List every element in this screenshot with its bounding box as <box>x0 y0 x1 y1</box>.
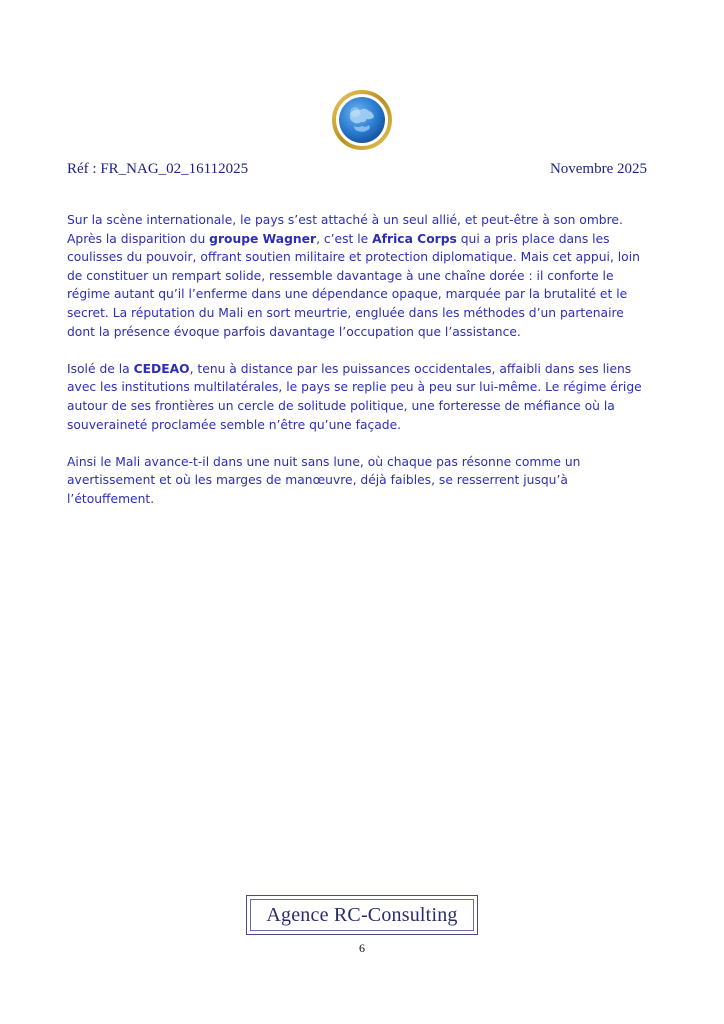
footer-brand-box <box>246 895 478 935</box>
paragraph-text: , tenu à distance par les puissances occidentales, affaibli dans ses liens avec les institutions multilatérales, le pays se replie peu à peu sur lui-même. Le régime érige autour de ses frontières un cercle de solitude politique, une forteresse de méfiance où la souveraineté proclamée semble n’être qu’une façade. <box>67 361 642 432</box>
paragraph-text: , c’est le <box>316 231 373 246</box>
highlight-cedeao: CEDEAO <box>133 361 190 376</box>
paragraph-text: Ainsi le Mali avance-t-il dans une nuit sans lune, où chaque pas résonne comme un avertissement et où les marges de manœuvre, déjà faibles, se resserrent jusqu’à l’étouffement. <box>67 454 581 506</box>
paragraph-text: Sur la scène internationale, le pays s’est attaché à un seul allié, et peut-être à son ombre. Après la disparition du <box>67 213 623 246</box>
globe-europe-logo-icon <box>332 84 392 156</box>
highlight-wagner: groupe Wagner <box>209 231 317 246</box>
paragraph <box>67 360 649 434</box>
paragraph <box>67 453 649 509</box>
paragraph-text: qui a pris place dans les coulisses du pouvoir, offrant soutien militaire et protection diplomatique. Mais cet appui, loin de constituer un rempart solide, ressemble davantage à une chaîne dorée : il conforte le régime autant qu’il l’enferme dans une dépendance opaque, marquée par la brutalité et le secret. La réputation du Mali en sort meurtrie, engluée dans les méthodes d’un partenaire dont la présence évoque parfois davantage l’occupation que l’assistance. <box>67 231 640 339</box>
page-number: 6 <box>359 941 365 955</box>
paragraph <box>67 211 649 341</box>
footer-brand-name: Agence RC-Consulting <box>266 903 458 926</box>
document-date: Novembre 2025 <box>549 161 647 177</box>
paragraph-text: Isolé de la <box>67 361 134 376</box>
reference-number: Réf : FR_NAG_02_16112025 <box>67 161 249 177</box>
document-body <box>67 211 649 527</box>
highlight-africa-corps: Africa Corps <box>372 231 457 246</box>
